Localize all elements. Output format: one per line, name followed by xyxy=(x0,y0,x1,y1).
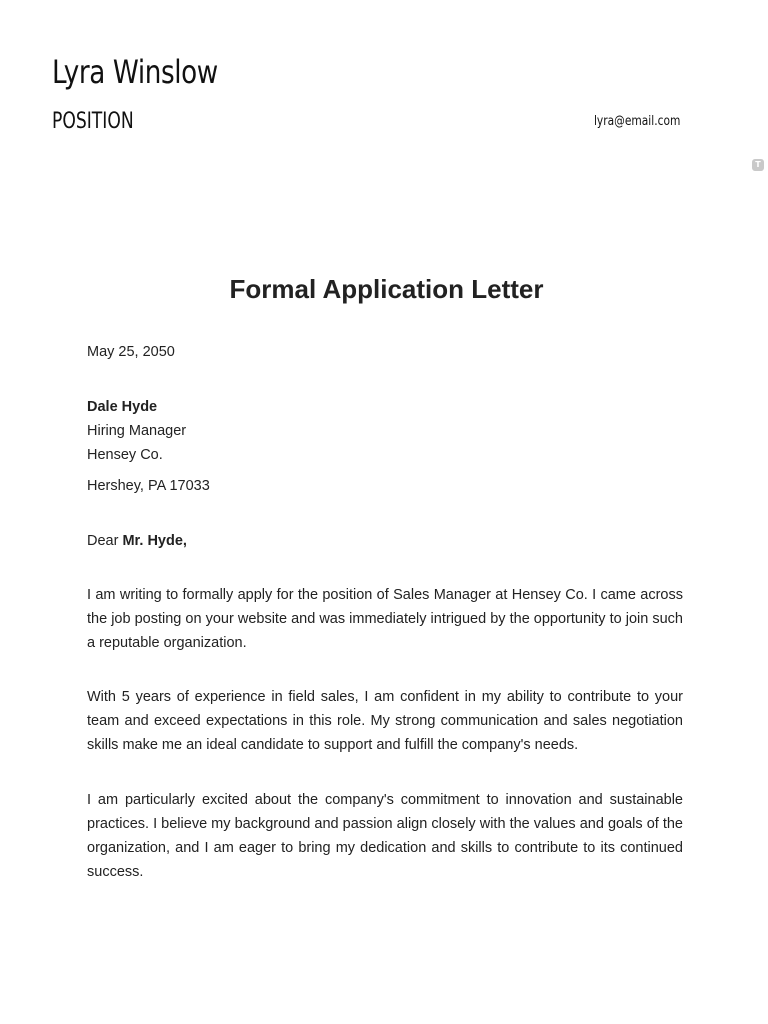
sender-email: lyra@email.com xyxy=(593,114,680,129)
recipient-title: Hiring Manager xyxy=(87,423,187,439)
paragraph-2: With 5 years of experience in field sales, I am confident in my ability to contribute to your team and exceed expectations in this role. My strong communication and sales negotiation skills make me an ideal candidate to support and fulfill the company's needs. xyxy=(87,689,683,753)
letter-title: Formal Application Letter xyxy=(229,274,544,304)
paragraph-3: I am particularly excited about the company's commitment to innovation and sustainable practices. I believe my background and passion align closely with the values and goals of the organization, and I am eager to bring my dedication and skills to contribute to its continued success. xyxy=(87,792,683,880)
sender-position: POSITION xyxy=(52,109,134,134)
letter-date: May 25, 2050 xyxy=(87,344,175,360)
salutation-prefix: Dear xyxy=(87,533,123,549)
recipient-name: Dale Hyde xyxy=(87,399,158,415)
template-badge-icon[interactable]: T xyxy=(752,159,764,171)
paragraph-1: I am writing to formally apply for the position of Sales Manager at Hensey Co. I came across the job posting on your website and was immediately intrigued by the opportunity to join such a reputable organization. xyxy=(87,587,683,651)
recipient-address: Hershey, PA 17033 xyxy=(87,478,210,494)
sender-name: Lyra Winslow xyxy=(52,53,218,91)
salutation-name: Mr. Hyde, xyxy=(122,533,187,549)
salutation xyxy=(87,529,683,553)
recipient-company: Hensey Co. xyxy=(87,447,163,463)
